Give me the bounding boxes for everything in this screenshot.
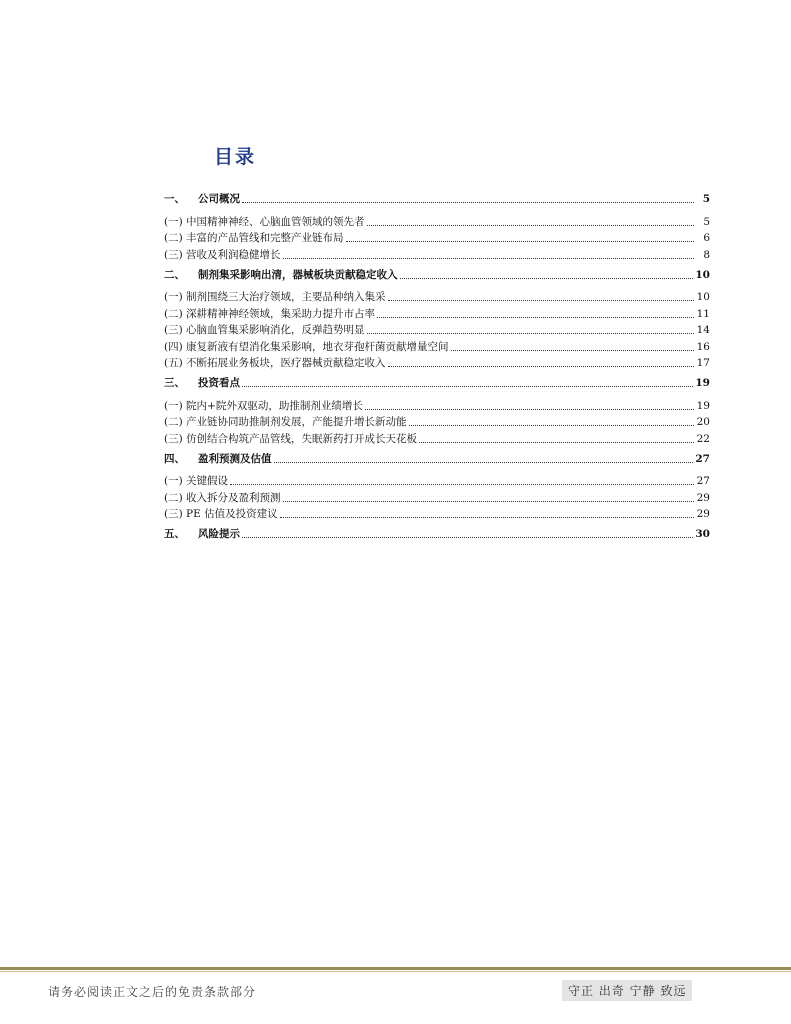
toc-page-number: 30 <box>695 528 710 540</box>
toc-page-number: 29 <box>696 491 710 504</box>
toc-dot-leader <box>365 409 694 410</box>
toc-entry-label: (二) 丰富的产品管线和完整产业链布局 <box>164 232 344 244</box>
toc-dot-leader <box>367 333 694 334</box>
table-of-contents <box>164 191 710 547</box>
toc-dot-leader <box>409 425 694 426</box>
toc-dot-leader <box>377 317 694 318</box>
toc-dot-leader <box>283 501 694 502</box>
toc-subsection-link[interactable] <box>164 505 710 522</box>
toc-subsection-link[interactable] <box>164 413 710 430</box>
toc-dot-leader <box>388 366 694 367</box>
toc-dot-leader <box>451 350 694 351</box>
toc-dot-leader <box>400 278 694 279</box>
toc-title: 目录 <box>214 146 257 168</box>
toc-page-number: 8 <box>703 248 710 261</box>
toc-entry-label: 投资看点 <box>198 377 240 389</box>
toc-dot-leader <box>230 484 694 485</box>
toc-section-number: 五、 <box>164 528 185 540</box>
toc-dot-leader <box>419 442 694 443</box>
toc-subsection-link[interactable] <box>164 396 710 413</box>
toc-dot-leader <box>283 258 694 259</box>
toc-page-number: 16 <box>696 340 710 353</box>
toc-entry-label: 风险提示 <box>198 528 240 540</box>
toc-page-number: 19 <box>695 377 710 389</box>
toc-section-link[interactable] <box>164 267 710 282</box>
toc-page-number: 5 <box>703 215 710 228</box>
toc-page-number: 17 <box>696 357 710 369</box>
toc-dot-leader <box>242 202 694 203</box>
toc-page-number: 22 <box>696 432 710 445</box>
toc-entry-label: (一) 院内+院外双驱动，助推制剂业绩增长 <box>164 399 363 412</box>
footer-motto: 守正 出奇 宁静 致远 <box>562 980 692 1001</box>
toc-entry-label: (二) 收入拆分及盈利预测 <box>164 491 281 504</box>
toc-entry-label: (三) 仿创结合构筑产品管线，失眠新药打开成长天花板 <box>164 432 418 445</box>
toc-page-number: 19 <box>696 399 710 412</box>
toc-entry-label: 盈利预测及估值 <box>198 452 272 465</box>
toc-subsection-link[interactable] <box>164 229 710 246</box>
toc-entry-label: (一) 制剂围绕三大治疗领域，主要品种纳入集采 <box>164 291 386 303</box>
toc-dot-leader <box>242 537 693 538</box>
toc-subsection-link[interactable] <box>164 429 710 446</box>
footer-disclaimer: 请务必阅读正文之后的免责条款部分 <box>48 985 257 999</box>
toc-page-number: 6 <box>703 232 710 244</box>
toc-section-number: 四、 <box>164 452 185 465</box>
toc-page-number: 27 <box>695 452 710 465</box>
toc-page-number: 10 <box>695 268 710 281</box>
toc-page-number: 14 <box>696 324 710 336</box>
toc-entry-label: 制剂集采影响出清，器械板块贡献稳定收入 <box>198 268 398 281</box>
footer-divider-thin <box>0 971 791 972</box>
toc-entry-label: (一) 关键假设 <box>164 475 229 487</box>
toc-subsection-link[interactable] <box>164 337 710 354</box>
toc-entry-label: (二) 深耕精神神经领域，集采助力提升市占率 <box>164 307 376 320</box>
toc-dot-leader <box>367 225 694 226</box>
toc-entry-label: (三) 心脑血管集采影响消化，反弹趋势明显 <box>164 324 365 336</box>
toc-subsection-link[interactable] <box>164 288 710 305</box>
toc-dot-leader <box>242 386 693 387</box>
toc-entry-label: (三) PE 估值及投资建议 <box>164 508 278 520</box>
toc-entry-label: (一) 中国精神神经、心脑血管领域的领先者 <box>164 215 365 228</box>
toc-section-number: 二、 <box>164 268 185 281</box>
toc-section-number: 一、 <box>164 193 185 205</box>
toc-dot-leader <box>346 241 694 242</box>
toc-section-link[interactable] <box>164 451 710 466</box>
toc-entry-label: (五) 不断拓展业务板块，医疗器械贡献稳定收入 <box>164 357 386 369</box>
toc-section-link[interactable] <box>164 526 710 541</box>
toc-page-number: 10 <box>696 291 710 303</box>
toc-page-number: 27 <box>696 475 710 487</box>
toc-page-number: 11 <box>696 307 710 320</box>
toc-section-link[interactable] <box>164 375 710 390</box>
toc-page-number: 20 <box>696 416 710 428</box>
toc-dot-leader <box>388 300 694 301</box>
toc-page-number: 29 <box>696 508 710 520</box>
toc-page-number: 5 <box>702 193 710 205</box>
toc-entry-label: (三) 营收及利润稳健增长 <box>164 248 281 261</box>
toc-subsection-link[interactable] <box>164 488 710 505</box>
toc-entry-label: (二) 产业链协同助推制剂发展，产能提升增长新动能 <box>164 416 407 428</box>
toc-entry-label: (四) 康复新液有望消化集采影响，地衣芽孢杆菌贡献增量空间 <box>164 340 449 353</box>
toc-subsection-link[interactable] <box>164 354 710 371</box>
toc-section-number: 三、 <box>164 377 185 389</box>
toc-subsection-link[interactable] <box>164 321 710 338</box>
toc-subsection-link[interactable] <box>164 304 710 321</box>
toc-section-link[interactable] <box>164 191 710 206</box>
toc-subsection-link[interactable] <box>164 212 710 229</box>
toc-entry-label: 公司概况 <box>198 193 240 205</box>
toc-dot-leader <box>280 517 694 518</box>
toc-subsection-link[interactable] <box>164 245 710 262</box>
footer-divider <box>0 967 791 970</box>
toc-dot-leader <box>274 462 694 463</box>
toc-subsection-link[interactable] <box>164 472 710 489</box>
